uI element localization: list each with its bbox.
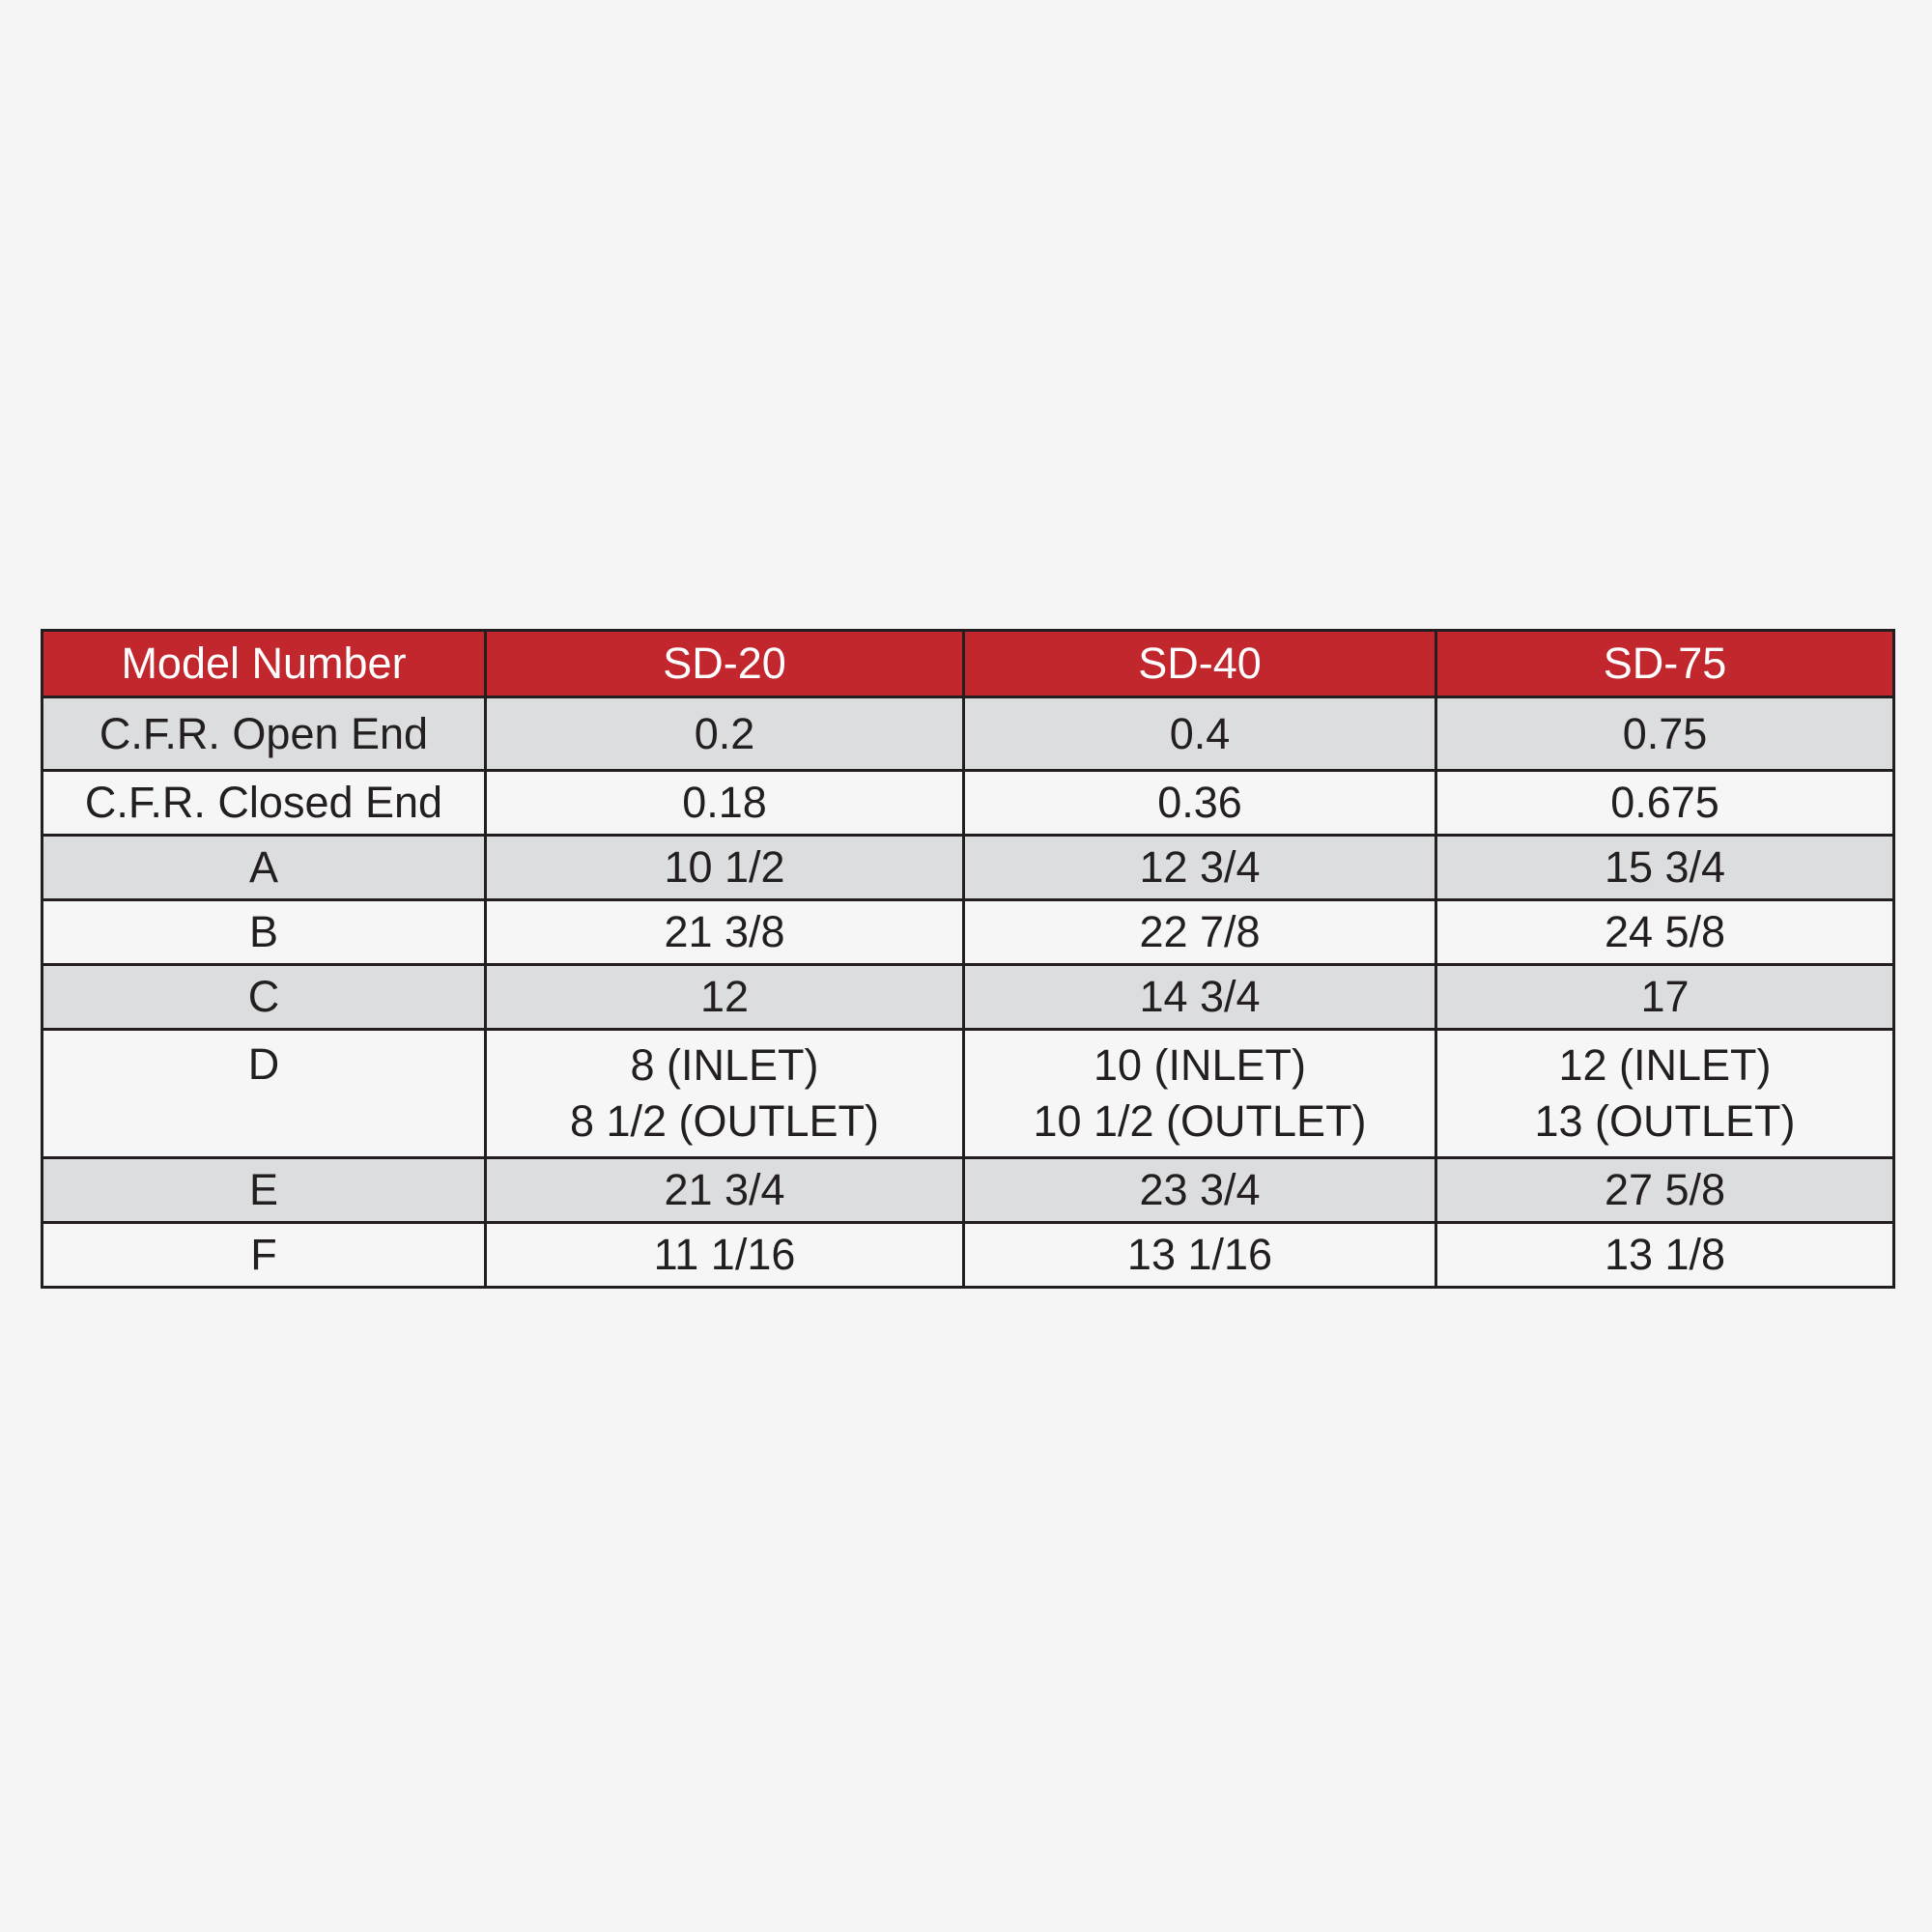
row-label-cell: C.F.R. Open End (43, 697, 486, 771)
value-cell-sd-20: 21 3/4 (486, 1158, 964, 1223)
outlet-value: 8 1/2 (OUTLET) (569, 1096, 880, 1146)
header-model-sd-40: SD-40 (964, 631, 1436, 697)
value-cell-sd-20: 12 (486, 965, 964, 1030)
value-cell-sd-40: 14 3/4 (964, 965, 1436, 1030)
value-cell-sd-75: 27 5/8 (1436, 1158, 1894, 1223)
value-cell-sd-75: 24 5/8 (1436, 900, 1894, 965)
value-cell-sd-40: 13 1/16 (964, 1223, 1436, 1288)
outlet-value: 13 (OUTLET) (1534, 1096, 1796, 1146)
value-cell-sd-40: 0.36 (964, 771, 1436, 836)
value-cell-sd-20: 11 1/16 (486, 1223, 964, 1288)
table-row-cfr-closed-end (43, 771, 1894, 836)
value-cell-sd-75: 0.75 (1436, 697, 1894, 771)
table-row-a (43, 836, 1894, 900)
table-row-b (43, 900, 1894, 965)
table-row-c (43, 965, 1894, 1030)
value-cell-sd-20 (486, 1030, 964, 1158)
value-cell-sd-20: 0.18 (486, 771, 964, 836)
model-spec-table (41, 629, 1895, 1289)
table-row-e (43, 1158, 1894, 1223)
value-cell-sd-75 (1436, 1030, 1894, 1158)
value-cell-sd-75: 15 3/4 (1436, 836, 1894, 900)
value-cell-sd-20: 21 3/8 (486, 900, 964, 965)
table-row-f (43, 1223, 1894, 1288)
header-label-cell: Model Number (43, 631, 486, 697)
inlet-value: 8 (INLET) (630, 1040, 819, 1090)
row-label-cell: C.F.R. Closed End (43, 771, 486, 836)
value-cell-sd-40: 23 3/4 (964, 1158, 1436, 1223)
row-label-cell: F (43, 1223, 486, 1288)
table-row-d (43, 1030, 1894, 1158)
row-label-cell: A (43, 836, 486, 900)
row-label-cell: C (43, 965, 486, 1030)
value-cell-sd-40: 22 7/8 (964, 900, 1436, 965)
value-cell-sd-75: 13 1/8 (1436, 1223, 1894, 1288)
inlet-value: 10 (INLET) (1093, 1040, 1307, 1090)
value-cell-sd-20: 10 1/2 (486, 836, 964, 900)
value-cell-sd-75: 17 (1436, 965, 1894, 1030)
row-label-cell: E (43, 1158, 486, 1223)
value-cell-sd-20: 0.2 (486, 697, 964, 771)
table-body (43, 697, 1894, 1288)
value-cell-sd-40 (964, 1030, 1436, 1158)
header-model-sd-20: SD-20 (486, 631, 964, 697)
outlet-value: 10 1/2 (OUTLET) (1033, 1096, 1367, 1146)
inlet-value: 12 (INLET) (1558, 1040, 1772, 1090)
row-label-cell: B (43, 900, 486, 965)
header-model-sd-75: SD-75 (1436, 631, 1894, 697)
value-cell-sd-40: 0.4 (964, 697, 1436, 771)
value-cell-sd-40: 12 3/4 (964, 836, 1436, 900)
value-cell-sd-75: 0.675 (1436, 771, 1894, 836)
row-label-cell: D (43, 1030, 486, 1158)
table-header (43, 631, 1894, 697)
table-row-cfr-open-end (43, 697, 1894, 771)
header-row (43, 631, 1894, 697)
